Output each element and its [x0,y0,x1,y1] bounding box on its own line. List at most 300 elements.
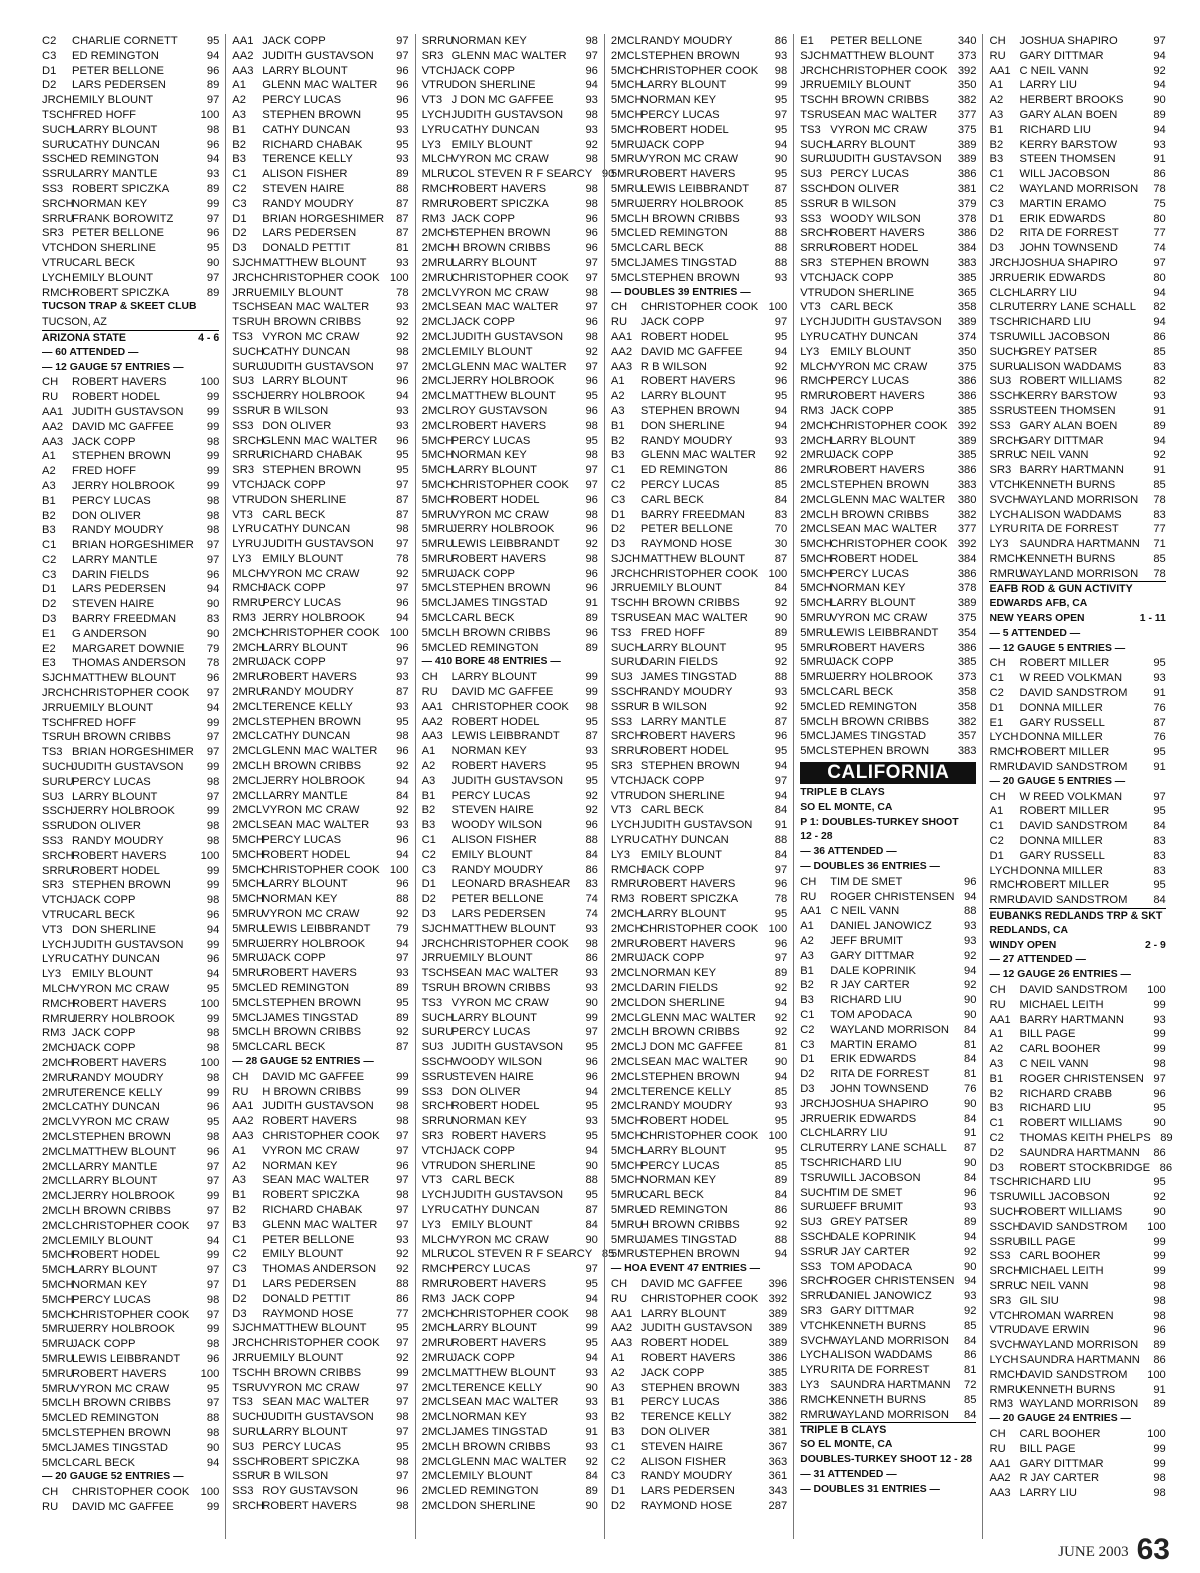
class-code: C2 [232,1248,247,1261]
class-code: A1 [42,450,56,463]
class-code: 2MCL [421,316,452,329]
shooter-name: DON SHERLINE [640,996,725,1009]
result-row [422,641,598,656]
class-code: SURU [42,775,74,788]
result-row [42,1041,219,1056]
score: 97 [396,952,409,965]
score: 373 [957,49,977,62]
class-code: 5MCH [800,538,832,551]
score: 84 [585,1470,598,1483]
score: 96 [585,375,598,388]
score: 97 [1153,1072,1166,1085]
score: 94 [774,996,788,1009]
score: 385 [957,404,977,417]
shooter-name: TIM DE SMET [830,875,903,888]
result-row [422,374,598,389]
shooter-name: KENNETH BURNS [1019,552,1116,565]
class-code: 2MCH [421,242,454,255]
class-code: 5MCL [610,256,641,269]
class-code: MLRU [421,168,454,181]
score: 378 [957,212,977,225]
shooter-name: PERCY LUCAS [262,834,342,847]
class-code: C1 [610,464,626,477]
result-row [42,656,219,671]
shooter-name: ERIK EDWARDS [1019,271,1106,284]
shooter-name: JACK COPP [451,1351,516,1364]
result-row [800,152,976,167]
score: 96 [774,937,788,950]
score: 386 [957,641,977,654]
score: 95 [585,774,598,787]
class-code: 2MCH [421,1322,454,1335]
class-code: 5MCL [610,212,641,225]
shooter-name: DAVID MC GAFFEE [72,1500,174,1513]
score: 97 [585,1263,598,1276]
result-row [422,108,598,123]
result-row [611,256,787,271]
shooter-name: RICHARD CHABAK [262,138,363,151]
class-code: MLRU [421,1248,454,1261]
class-code: LYRU [421,1203,451,1216]
score: 96 [585,242,598,255]
shooter-name: BILL PAGE [1019,1442,1076,1455]
score: 98 [396,1115,409,1128]
shooter-name: CHRISTOPHER COOK [262,863,380,876]
result-row [989,1205,1165,1220]
class-code: RU [232,1085,249,1098]
result-row [989,701,1165,716]
score: 90 [964,1009,977,1021]
result-row [611,1159,787,1174]
shooter-name: ROBERT HAVERS [640,878,736,891]
shooter-name: SEAN MAC WALTER [830,108,938,121]
result-row [989,1294,1165,1309]
class-code: CH [989,1427,1006,1440]
result-row [611,1099,787,1114]
shooter-name: H BROWN CRIBBS [451,242,551,255]
shooter-name: PETER BELLONE [830,35,923,47]
section-text: — 12 GAUGE 26 ENTRIES — [989,969,1131,981]
result-row [422,789,598,804]
shooter-name: GARY DITTMAR [830,1304,915,1317]
result-row [42,1189,219,1204]
result-row [42,182,219,197]
club-info [800,786,976,801]
shooter-name: NORMAN KEY [830,582,906,595]
shooter-name: CARL BOOHER [1019,1043,1101,1056]
score: 84 [1153,894,1166,907]
shooter-name: CHRISTOPHER COOK [72,687,190,700]
score: 99 [206,761,220,774]
shooter-name: EMILY BLOUNT [451,138,533,151]
shooter-name: STEPHEN BROWN [72,450,171,463]
score: 78 [1153,493,1166,506]
shooter-name: EMILY BLOUNT [72,1234,154,1247]
score: 94 [396,774,409,787]
class-code: 2MCL [421,1396,452,1409]
score: 95 [1153,879,1166,892]
shooter-name: CATHY DUNCAN [830,330,919,343]
shooter-name: SAUNDRA HARTMANN [830,1378,951,1391]
score: 97 [206,553,220,566]
shooter-name: TERRY LANE SCHALL [1019,301,1136,314]
result-row [232,863,408,878]
class-code: SSCH [800,1230,832,1243]
shooter-name: DONNA MILLER [1019,701,1103,714]
shooter-name: JACK COPP [451,1292,516,1305]
score: 93 [1153,138,1166,151]
shooter-name: STEPHEN BROWN [640,1381,740,1394]
shooter-name: JEFF BRUMIT [830,1201,903,1214]
shooter-name: GLENN MAC WALTER [640,449,756,462]
class-code: 5MCL [800,745,831,758]
score: 96 [206,672,220,685]
shooter-name: VYRON MC CRAW [262,1381,360,1394]
score: 383 [957,745,977,758]
score: 97 [585,360,598,373]
shooter-name: NORMAN KEY [451,1115,527,1128]
score: 97 [1153,256,1166,269]
result-row [232,1410,408,1425]
score: 97 [396,1144,409,1157]
result-row [989,522,1165,537]
result-row [611,182,787,197]
result-row [232,848,408,863]
score: 99 [1153,1250,1166,1263]
class-code: SSRU [800,1245,832,1258]
score: 78 [396,552,409,565]
score: 98 [206,524,220,537]
result-row [232,641,408,656]
result-row [800,1304,976,1319]
shooter-name: DON SHERLINE [640,419,725,432]
heading-text: EAFB ROD & GUN ACTIVITY [989,583,1133,596]
score: 98 [206,1426,220,1439]
score: 96 [585,316,598,329]
class-code: A1 [989,79,1004,92]
shooter-name: STEPHEN BROWN [72,1426,171,1439]
class-code: SRRU [800,1290,832,1303]
score: 96 [206,1145,220,1158]
class-code: 5MRU [232,967,264,980]
result-row [42,819,219,834]
result-row [989,1397,1165,1412]
shooter-name: GREY PATSER [830,1216,908,1229]
result-row [232,1292,408,1307]
score: 90 [964,1097,977,1110]
class-code: 2MRU [421,256,454,269]
score: 94 [206,1234,220,1247]
result-row [800,241,976,256]
shooter-name: H BROWN CRIBBS [262,1026,362,1039]
result-row [422,1410,598,1425]
result-row [42,405,219,420]
shooter-name: DON OLIVER [72,509,142,522]
score: 86 [1153,330,1166,343]
result-row [611,581,787,596]
class-code: C1 [989,820,1004,833]
club-text: SO EL MONTE, CA [800,801,893,813]
shooter-name: RITA DE FORREST [1019,523,1119,536]
class-code: A1 [232,1144,246,1157]
result-row [232,996,408,1011]
shooter-name: CARL BECK [262,508,326,521]
result-row [989,1486,1165,1501]
score: 97 [206,539,220,552]
result-row [611,93,787,108]
result-row [422,226,598,241]
result-row [611,1277,787,1292]
class-code: C2 [989,835,1004,848]
result-row [800,404,976,419]
class-code: AA3 [610,360,633,373]
class-code: AA3 [42,435,64,448]
class-code: SU3 [610,671,633,684]
section-header [422,655,598,670]
section-header [989,775,1165,790]
class-code: A3 [232,108,246,121]
result-row [611,167,787,182]
class-code: 5MRU [800,612,832,625]
class-code: LYCH [989,731,1019,744]
shooter-name: JACK COPP [262,582,326,595]
score: 93 [396,256,409,269]
shooter-name: LARRY MANTLE [640,715,727,728]
result-row [989,286,1165,301]
result-row [800,1097,976,1112]
class-code: TSCH [232,301,263,314]
class-code: C2 [232,182,247,195]
result-row [42,982,219,997]
shooter-name: JERRY HOLBROOK [451,375,555,388]
score: 76 [964,1082,977,1095]
shooter-name: EMILY BLOUNT [72,94,154,107]
class-code: RMCH [421,182,456,195]
shooter-name: JUDITH GUSTAVSON [451,1189,564,1202]
shooter-name: GARY RUSSELL [1019,716,1105,729]
class-code: RMRU [989,1383,1024,1396]
score: 96 [585,582,598,595]
result-row [232,1218,408,1233]
shooter-name: GLENN MAC WALTER [640,1011,756,1024]
shooter-name: BARRY FREEDMAN [72,613,177,626]
class-code: 5MCH [610,1115,643,1128]
score: 97 [206,94,220,107]
shooter-name: VYRON MC CRAW [262,1144,360,1157]
class-code: 5MRU [610,168,643,181]
shooter-name: ROBERT HAVERS [72,997,167,1010]
shooter-name: STEPHEN BROWN [640,1070,740,1083]
shooter-name: VYRON MC CRAW [451,1233,549,1246]
shooter-name: JACK COPP [451,567,516,580]
score: 97 [1153,35,1166,47]
score: 381 [768,1425,788,1438]
class-code: LYRU [421,123,451,136]
result-row [611,1425,787,1440]
class-code: C1 [800,1009,815,1021]
result-row [989,1220,1165,1235]
shooter-name: DARIN FIELDS [640,656,718,669]
result-row [800,890,976,905]
shooter-name: DAVID SANDSTROM [1019,687,1128,700]
shooter-name: DON SHERLINE [451,79,536,92]
score: 91 [1153,153,1166,166]
result-row [800,729,976,744]
shooter-name: ERIK EDWARDS [1019,212,1106,225]
class-code: 2MCL [42,1234,72,1247]
shooter-name: CARL BOOHER [1019,1250,1101,1263]
shooter-name: GLENN MAC WALTER [262,434,378,447]
score: 87 [964,1142,977,1155]
score: 90 [206,598,220,611]
result-row [611,419,787,434]
shooter-name: LARRY BLOUNT [830,597,916,610]
result-row [989,1101,1165,1116]
score: 90 [206,627,220,640]
class-code: RMRU [421,197,456,210]
class-code: D2 [421,893,436,906]
score: 77 [1153,227,1166,240]
shooter-name: JACK COPP [262,952,326,965]
score: 96 [585,64,598,77]
class-code: LY3 [610,848,630,861]
class-code: 2MCL [610,1041,641,1054]
result-row [42,671,219,686]
shooter-name: CHRISTOPHER COOK [640,64,759,77]
score: 95 [774,123,788,136]
result-row [422,360,598,375]
shooter-name: WILL JACOBSON [1019,1191,1110,1204]
club-text: SO EL MONTE, CA [800,1439,893,1451]
section-text: — DOUBLES 31 ENTRIES — [800,1483,940,1495]
class-code: SSCH [42,153,74,166]
shooter-name: TOM APODACA [830,1260,913,1273]
class-code: MLCH [800,360,832,373]
result-row [42,1204,219,1219]
shooter-name: PERCY LUCAS [640,478,720,491]
score: 382 [957,94,977,107]
result-row [989,790,1165,805]
score: 93 [396,301,409,314]
page-number: 63 [1136,1533,1170,1566]
class-code: CH [800,875,817,888]
class-code: 5MRU [800,626,832,639]
score: 100 [200,376,220,389]
score: 88 [774,242,788,255]
result-row [232,300,408,315]
shooter-name: PERCY LUCAS [262,1440,342,1453]
class-code: JRRU [989,271,1020,284]
score: 93 [774,49,788,62]
result-row [232,404,408,419]
shooter-name: G ANDERSON [72,627,147,640]
score: 96 [774,730,788,743]
score: 86 [396,1292,409,1305]
shooter-name: TERENCE KELLY [640,1085,732,1098]
result-row [989,478,1165,493]
shooter-name: ED REMINGTON [640,464,728,477]
class-code: 2MCH [232,641,264,654]
result-row [422,626,598,641]
result-row [611,892,787,907]
class-code: LY3 [989,538,1009,551]
shooter-name: WAYLAND MORRISON [1019,1339,1139,1352]
score: 92 [585,804,598,817]
shooter-name: JAMES TINGSTAD [72,1441,168,1454]
result-row [800,934,976,949]
shooter-name: EMILY BLOUNT [451,952,533,965]
class-code: 5MCL [421,597,452,610]
shooter-name: STEVEN HAIRE [72,598,155,611]
result-row [232,315,408,330]
score: 95 [585,760,598,773]
result-row [42,612,219,627]
score: 92 [396,316,409,329]
shooter-name: LEONARD BRASHEAR [451,878,571,891]
class-code: 5MRU [421,508,454,521]
shooter-name: PETER BELLONE [72,64,165,77]
shooter-name: W REED VOLKMAN [1019,672,1123,685]
shooter-name: TERRY LANE SCHALL [830,1142,947,1155]
result-row [989,241,1165,256]
result-row [800,641,976,656]
result-row [611,300,787,315]
score: 379 [957,197,977,210]
shooter-name: ROBERT HAVERS [262,1115,357,1128]
result-row [800,34,976,49]
result-row [989,78,1165,93]
score: 97 [396,1470,409,1483]
class-code: JRRU [800,1112,831,1125]
shooter-name: LARRY MANTLE [72,553,158,566]
class-code: 5MCH [800,582,832,595]
score: 95 [585,390,598,403]
shooter-name: JUDITH GUSTAVSON [451,1041,564,1054]
shooter-name: ROBERT HODEL [451,1100,540,1113]
class-code: AA3 [610,1337,633,1350]
shooter-name: ROBERT HAVERS [451,552,547,565]
result-row [422,1144,598,1159]
class-code: LY3 [421,1218,441,1231]
class-code: SJCH [42,672,72,685]
shooter-name: DAVID SANDSTROM [1019,1368,1128,1381]
result-row [42,1160,219,1175]
class-code: 2MCL [610,1070,641,1083]
shooter-name: WAYLAND MORRISON [1019,182,1139,195]
class-code: SURU [800,153,832,166]
class-code: JRRU [42,701,72,714]
class-code: SRCH [800,1275,832,1288]
class-code: VTRU [610,789,642,802]
shooter-name: LARRY BLOUNT [262,375,348,388]
result-row [42,138,219,153]
result-row [42,509,219,524]
class-code: D2 [232,227,247,240]
class-code: VT3 [42,923,63,936]
shooter-name: ROBERT HODEL [451,715,540,728]
result-row [422,1395,598,1410]
score: 92 [774,597,788,610]
shooter-name: ROGER CHRISTENSEN [830,1275,955,1288]
score: 85 [774,197,788,210]
shooter-name: STEPHEN BROWN [262,464,362,477]
class-code: SRCH [232,434,264,447]
class-code: SSRU [42,820,74,833]
result-row [611,448,787,463]
class-code: B2 [232,138,246,151]
result-row [42,78,219,93]
shooter-name: SEAN MAC WALTER [640,612,748,625]
